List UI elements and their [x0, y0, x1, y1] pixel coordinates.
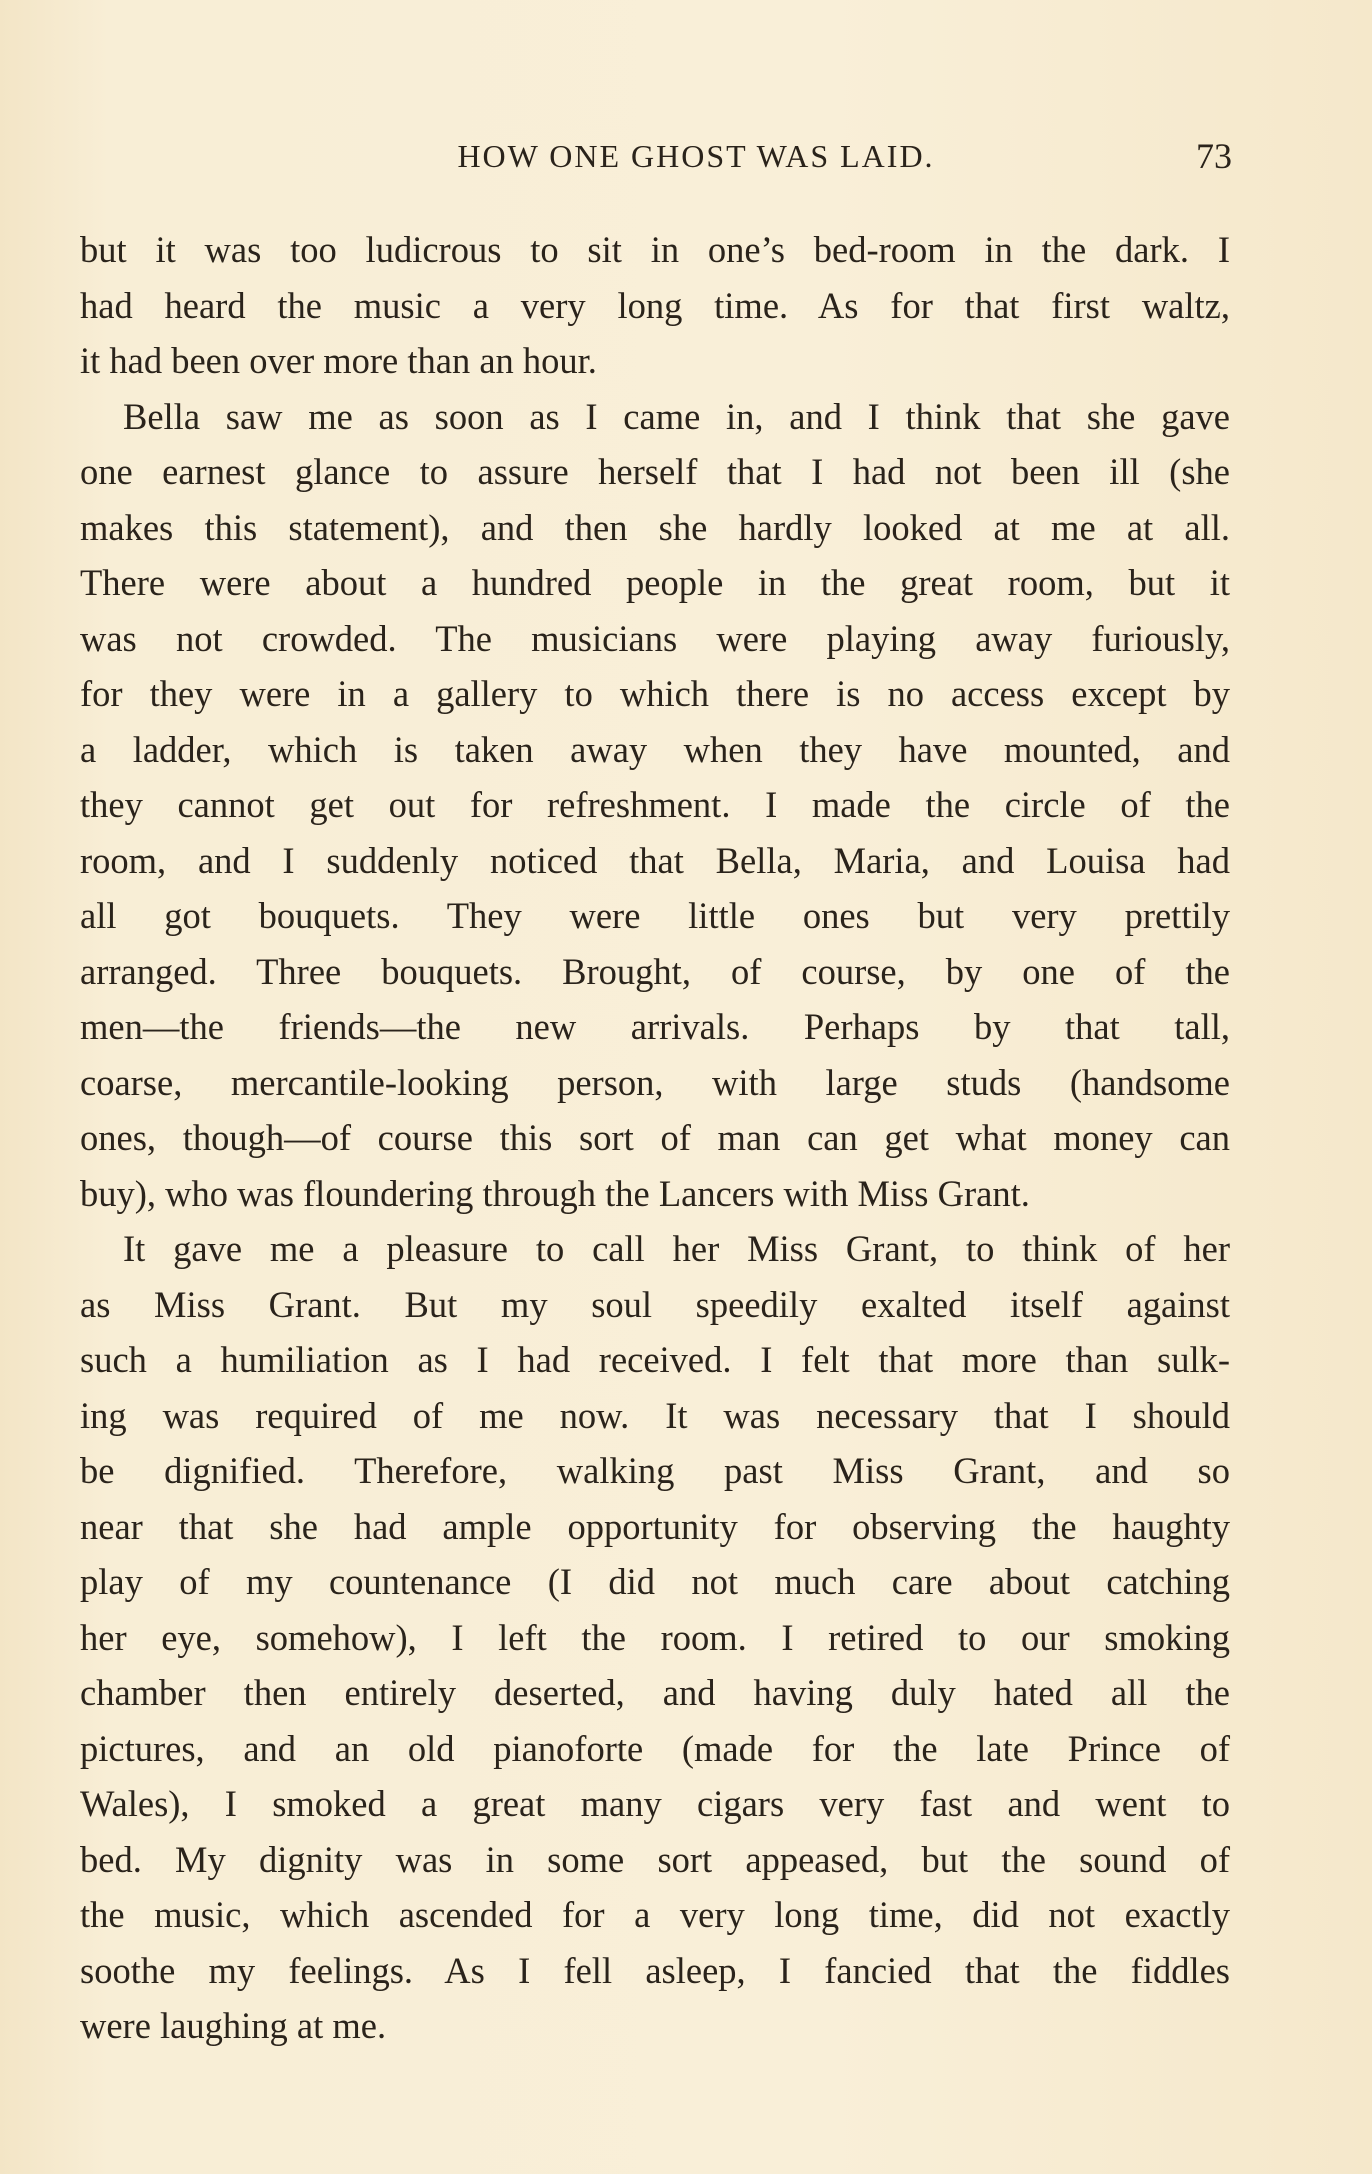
text-line: as Miss Grant. But my soul speedily exalted itself against [80, 1283, 1230, 1325]
page-number: 73 [1196, 136, 1232, 176]
text-line: was not crowded. The musicians were playing away furiously, [80, 617, 1230, 659]
text-line: men—the friends—the new arrivals. Perhaps by that tall, [80, 1006, 1230, 1047]
text-line: had heard the music a very long time. As for that first waltz, [80, 284, 1230, 326]
text-line: makes this statement), and then she hardly looked at me at all. [80, 506, 1230, 548]
text-line: but it was too ludicrous to sit in one’s bed-room in the dark. I [80, 229, 1230, 270]
text-line: ones, though—of course this sort of man can get what money can [80, 1117, 1230, 1158]
text-line: It gave me a pleasure to call her Miss Grant, to think of her [123, 1228, 1230, 1269]
text-line: There were about a hundred people in the great room, but it [80, 562, 1230, 603]
text-line: be dignified. Therefore, walking past Miss Grant, and so [80, 1450, 1230, 1491]
running-title: HOW ONE GHOST WAS LAID. [457, 138, 935, 174]
text-line: her eye, somehow), I left the room. I retired to our smoking [80, 1616, 1230, 1658]
text-line: Wales), I smoked a great many cigars very fast and went to [80, 1783, 1230, 1824]
text-line: it had been over more than an hour. [80, 340, 597, 381]
text-line: such a humiliation as I had received. I felt that more than sulk- [80, 1339, 1230, 1380]
body-text [80, 222, 1230, 2054]
text-line: play of my countenance (I did not much care about catching [80, 1561, 1230, 1602]
text-line: Bella saw me as soon as I came in, and I think that she gave [123, 395, 1230, 437]
text-line: the music, which ascended for a very long time, did not exactly [80, 1894, 1230, 1935]
text-line: were laughing at me. [80, 2005, 387, 2046]
text-line: for they were in a gallery to which there is no access except by [80, 673, 1230, 714]
text-line: pictures, and an old pianoforte (made for the late Prince of [80, 1727, 1230, 1769]
text-line: they cannot get out for refreshment. I made the circle of the [80, 784, 1230, 825]
text-line: one earnest glance to assure herself that I had not been ill (she [80, 451, 1230, 492]
running-header [0, 128, 1372, 184]
text-line: bed. My dignity was in some sort appeased, but the sound of [80, 1838, 1230, 1880]
text-line: a ladder, which is taken away when they have mounted, and [80, 728, 1230, 770]
text-line: chamber then entirely deserted, and having duly hated all the [80, 1672, 1230, 1713]
text-line: coarse, mercantile-looking person, with large studs (handsome [80, 1061, 1230, 1103]
text-line: ing was required of me now. It was necessary that I should [80, 1394, 1230, 1436]
text-line: arranged. Three bouquets. Brought, of course, by one of the [80, 950, 1230, 992]
text-line: soothe my feelings. As I fell asleep, I fancied that the fiddles [80, 1949, 1230, 1991]
text-line: all got bouquets. They were little ones but very prettily [80, 895, 1230, 936]
text-line: near that she had ample opportunity for observing the haughty [80, 1505, 1230, 1547]
text-line: room, and I suddenly noticed that Bella, Maria, and Louisa had [80, 839, 1230, 881]
text-line: buy), who was floundering through the Lancers with Miss Grant. [80, 1172, 1030, 1214]
